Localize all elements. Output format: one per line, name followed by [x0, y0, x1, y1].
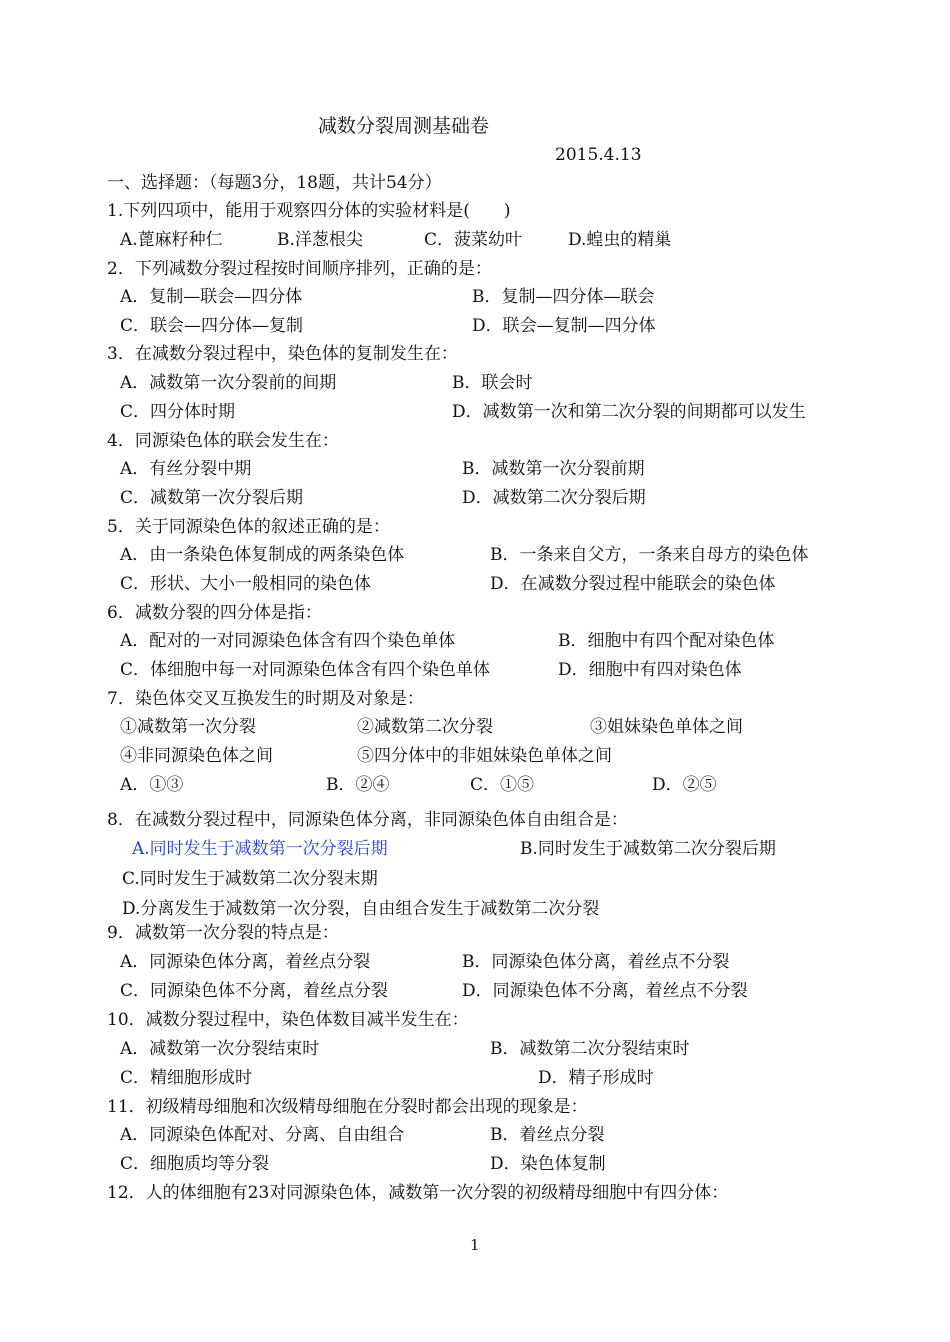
question-11-stem: 11．初级精母细胞和次级精母细胞在分裂时都会出现的现象是： [107, 1097, 588, 1117]
question-7-option-c: C．①⑤ [470, 775, 535, 795]
question-7-item-1: ①减数第一次分裂 [120, 717, 256, 737]
question-5-stem: 5．关于同源染色体的叙述正确的是： [107, 517, 390, 537]
question-2-stem: 2．下列减数分裂过程按时间顺序排列，正确的是： [107, 259, 492, 279]
question-7-item-3: ③姐妹染色单体之间 [590, 717, 743, 737]
question-9-option-b: B．同源染色体分离，着丝点不分裂 [462, 952, 730, 972]
question-8-stem: 8．在减数分裂过程中，同源染色体分离，非同源染色体自由组合是： [107, 810, 628, 830]
question-3-option-c: C．四分体时期 [120, 402, 236, 422]
question-11-option-b: B．着丝点分裂 [490, 1125, 605, 1145]
exam-date: 2015.4.13 [555, 145, 642, 165]
question-5-option-a: A．由一条染色体复制成的两条染色体 [120, 545, 405, 565]
question-2-option-b: B．复制—四分体—联会 [472, 287, 655, 307]
question-10-option-d: D．精子形成时 [538, 1068, 654, 1088]
question-11-option-c: C．细胞质均等分裂 [120, 1154, 270, 1174]
question-10-stem: 10．减数分裂过程中，染色体数目减半发生在： [107, 1010, 469, 1030]
question-8-option-d: D.分离发生于减数第一次分裂，自由组合发生于减数第二次分裂 [122, 899, 600, 919]
question-3-stem: 3．在减数分裂过程中，染色体的复制发生在： [107, 344, 458, 364]
question-5-option-d: D．在减数分裂过程中能联会的染色体 [490, 574, 776, 594]
question-7-item-4: ④非同源染色体之间 [120, 746, 273, 766]
question-1-option-d: D.蝗虫的精巢 [568, 230, 672, 250]
question-6-option-a: A．配对的一对同源染色体含有四个染色单体 [120, 631, 456, 651]
question-9-option-a: A．同源染色体分离，着丝点分裂 [120, 952, 371, 972]
question-7-stem: 7．染色体交叉互换发生的时期及对象是： [107, 689, 424, 709]
question-1-stem: 1.下列四项中，能用于观察四分体的实验材料是( ) [107, 201, 511, 221]
question-2-option-d: D．联会—复制—四分体 [472, 316, 656, 336]
question-7-item-2: ②减数第二次分裂 [357, 717, 493, 737]
question-2-option-c: C．联会—四分体—复制 [120, 316, 304, 336]
question-9-option-c: C．同源染色体不分离，着丝点分裂 [120, 981, 389, 1001]
question-4-option-d: D．减数第二次分裂后期 [462, 488, 646, 508]
question-4-option-c: C．减数第一次分裂后期 [120, 488, 304, 508]
question-3-option-b: B．联会时 [452, 373, 533, 393]
question-10-option-a: A．减数第一次分裂结束时 [120, 1039, 320, 1059]
page-number: 1 [470, 1236, 480, 1254]
question-6-option-b: B．细胞中有四个配对染色体 [558, 631, 775, 651]
question-12-stem: 12．人的体细胞有23对同源染色体，减数第一次分裂的初级精母细胞中有四分体： [107, 1183, 729, 1203]
question-4-option-a: A．有丝分裂中期 [120, 459, 252, 479]
question-8-option-a: A.同时发生于减数第一次分裂后期 [132, 839, 388, 859]
question-6-option-c: C．体细胞中每一对同源染色体含有四个染色单体 [120, 660, 491, 680]
question-5-option-c: C．形状、大小一般相同的染色体 [120, 574, 372, 594]
question-3-option-a: A．减数第一次分裂前的间期 [120, 373, 337, 393]
question-7-option-b: B．②④ [326, 775, 390, 795]
question-10-option-b: B．减数第二次分裂结束时 [490, 1039, 690, 1059]
question-2-option-a: A．复制—联会—四分体 [120, 287, 303, 307]
question-6-stem: 6．减数分裂的四分体是指： [107, 603, 322, 623]
question-1-option-a: A.蓖麻籽种仁 [120, 230, 223, 250]
question-7-option-d: D．②⑤ [652, 775, 717, 795]
question-7-item-5: ⑤四分体中的非姐妹染色单体之间 [357, 746, 612, 766]
question-4-stem: 4．同源染色体的联会发生在： [107, 431, 339, 451]
question-1-option-c: C．菠菜幼叶 [424, 230, 523, 250]
section-heading: 一、选择题：（每题3分，18题，共计54分） [107, 173, 442, 193]
question-9-option-d: D．同源染色体不分离，着丝点不分裂 [462, 981, 748, 1001]
question-6-option-d: D．细胞中有四对染色体 [558, 660, 742, 680]
question-5-option-b: B．一条来自父方，一条来自母方的染色体 [490, 545, 809, 565]
question-1-option-b: B.洋葱根尖 [277, 230, 363, 250]
question-9-stem: 9．减数第一次分裂的特点是： [107, 923, 339, 943]
question-8-option-c: C.同时发生于减数第二次分裂末期 [122, 869, 378, 889]
question-11-option-a: A．同源染色体配对、分离、自由组合 [120, 1125, 405, 1145]
question-7-option-a: A．①③ [120, 775, 184, 795]
question-8-option-b: B.同时发生于减数第二次分裂后期 [520, 839, 776, 859]
question-4-option-b: B．减数第一次分裂前期 [462, 459, 645, 479]
question-10-option-c: C．精细胞形成时 [120, 1068, 253, 1088]
question-11-option-d: D．染色体复制 [490, 1154, 606, 1174]
question-3-option-d: D．减数第一次和第二次分裂的间期都可以发生 [452, 402, 806, 422]
page-title: 减数分裂周测基础卷 [318, 115, 490, 137]
